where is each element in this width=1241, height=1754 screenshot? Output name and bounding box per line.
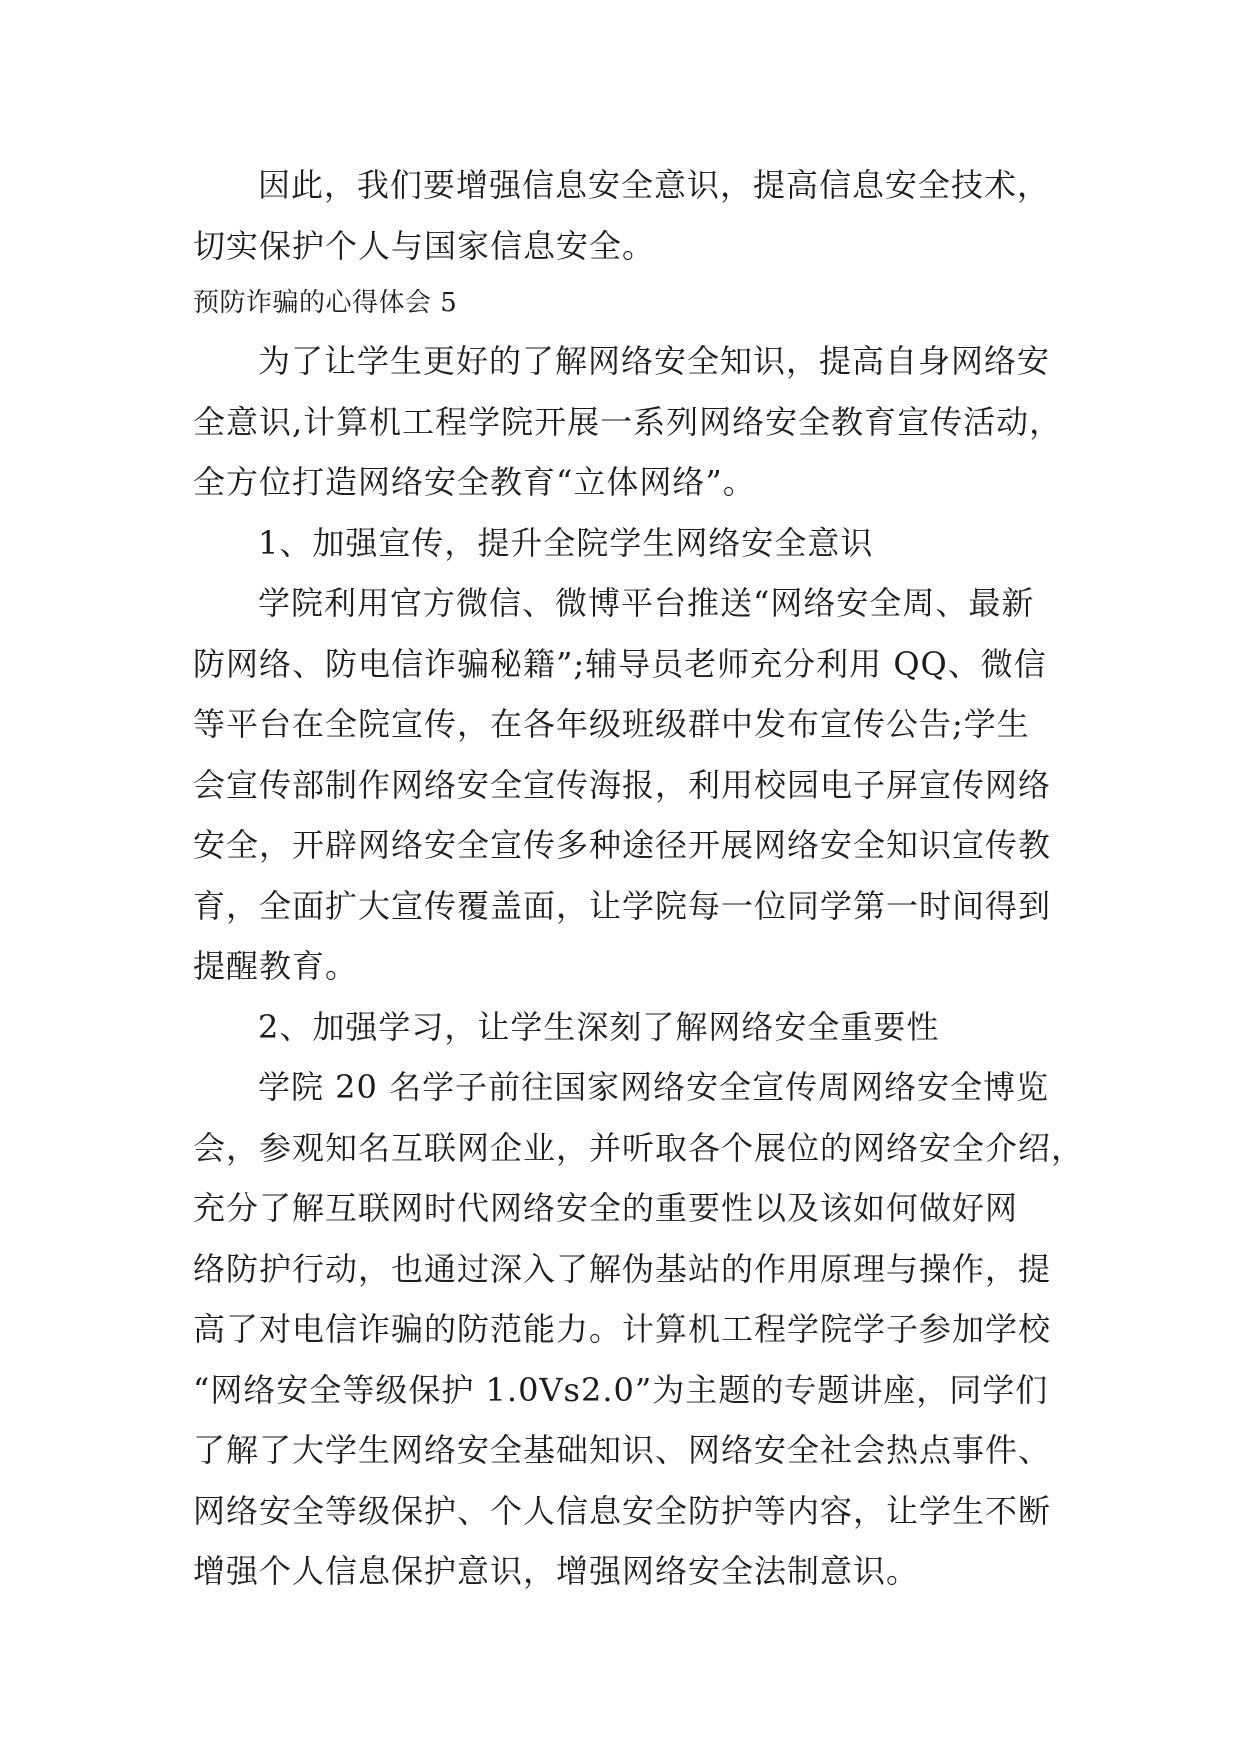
paragraph-line: 高了对电信诈骗的防范能力。计算机工程学院学子参加学校 <box>193 1310 1052 1348</box>
paragraph-line: 充分了解互联网时代网络安全的重要性以及该如何做好网 <box>193 1189 1019 1227</box>
intro-paragraph <box>193 155 1193 276</box>
section-heading: 预防诈骗的心得体会 5 <box>193 288 458 318</box>
paragraph-line: 因此，我们要增强信息安全意识，提高信息安全技术， <box>258 166 1051 204</box>
paragraph-line: 防网络、防电信诈骗秘籍”;辅导员老师充分利用 QQ、微信 <box>193 644 1047 683</box>
paragraph-line: 学院 20 名学子前往国家网络安全宣传周网络安全博览 <box>258 1068 1050 1106</box>
paragraph-line: 全意识,计算机工程学院开展一系列网络安全教育宣传活动， <box>193 402 1063 441</box>
subheading-2 <box>193 997 1193 1058</box>
paragraph-line: 了解了大学生网络安全基础知识、网络安全社会热点事件、 <box>193 1431 1052 1469</box>
document-page <box>193 155 1193 1602</box>
paragraph-line: “网络安全等级保护 1.0Vs2.0”为主题的专题讲座，同学们 <box>193 1370 1049 1409</box>
paragraph-line: 等平台在全院宣传，在各年级班级群中发布宣传公告;学生 <box>193 705 1030 743</box>
paragraph-line: 提醒教育。 <box>193 947 359 985</box>
paragraph-publicity <box>193 573 1193 997</box>
paragraph-line: 为了让学生更好的了解网络安全知识，提高自身网络安 <box>258 342 1051 380</box>
paragraph-intro-activity <box>193 331 1193 513</box>
paragraph-line: 学院利用官方微信、微博平台推送“网络安全周、最新 <box>258 584 1035 622</box>
paragraph-line: 络防护行动，也通过深入了解伪基站的作用原理与操作，提 <box>193 1249 1052 1288</box>
subheading-line: 2、加强学习，让学生深刻了解网络安全重要性 <box>258 1007 940 1046</box>
paragraph-line: 育，全面扩大宣传覆盖面，让学院每一位同学第一时间得到 <box>193 886 1052 925</box>
paragraph-line: 会，参观知名互联网企业，并听取各个展位的网络安全介绍， <box>193 1128 1085 1167</box>
subheading-1 <box>193 513 1193 574</box>
paragraph-learning <box>193 1057 1193 1602</box>
paragraph-line: 安全，开辟网络安全宣传多种途径开展网络安全知识宣传教 <box>193 826 1052 864</box>
paragraph-line: 切实保护个人与国家信息安全。 <box>193 226 656 265</box>
paragraph-line: 网络安全等级保护、个人信息安全防护等内容，让学生不断 <box>193 1491 1052 1530</box>
paragraph-line: 会宣传部制作网络安全宣传海报，利用校园电子屏宣传网络 <box>193 765 1052 804</box>
subheading-line: 1、加强宣传，提升全院学生网络安全意识 <box>258 523 874 562</box>
paragraph-line: 增强个人信息保护意识，增强网络安全法制意识。 <box>193 1552 920 1590</box>
paragraph-line: 全方位打造网络安全教育“立体网络”。 <box>193 463 756 501</box>
